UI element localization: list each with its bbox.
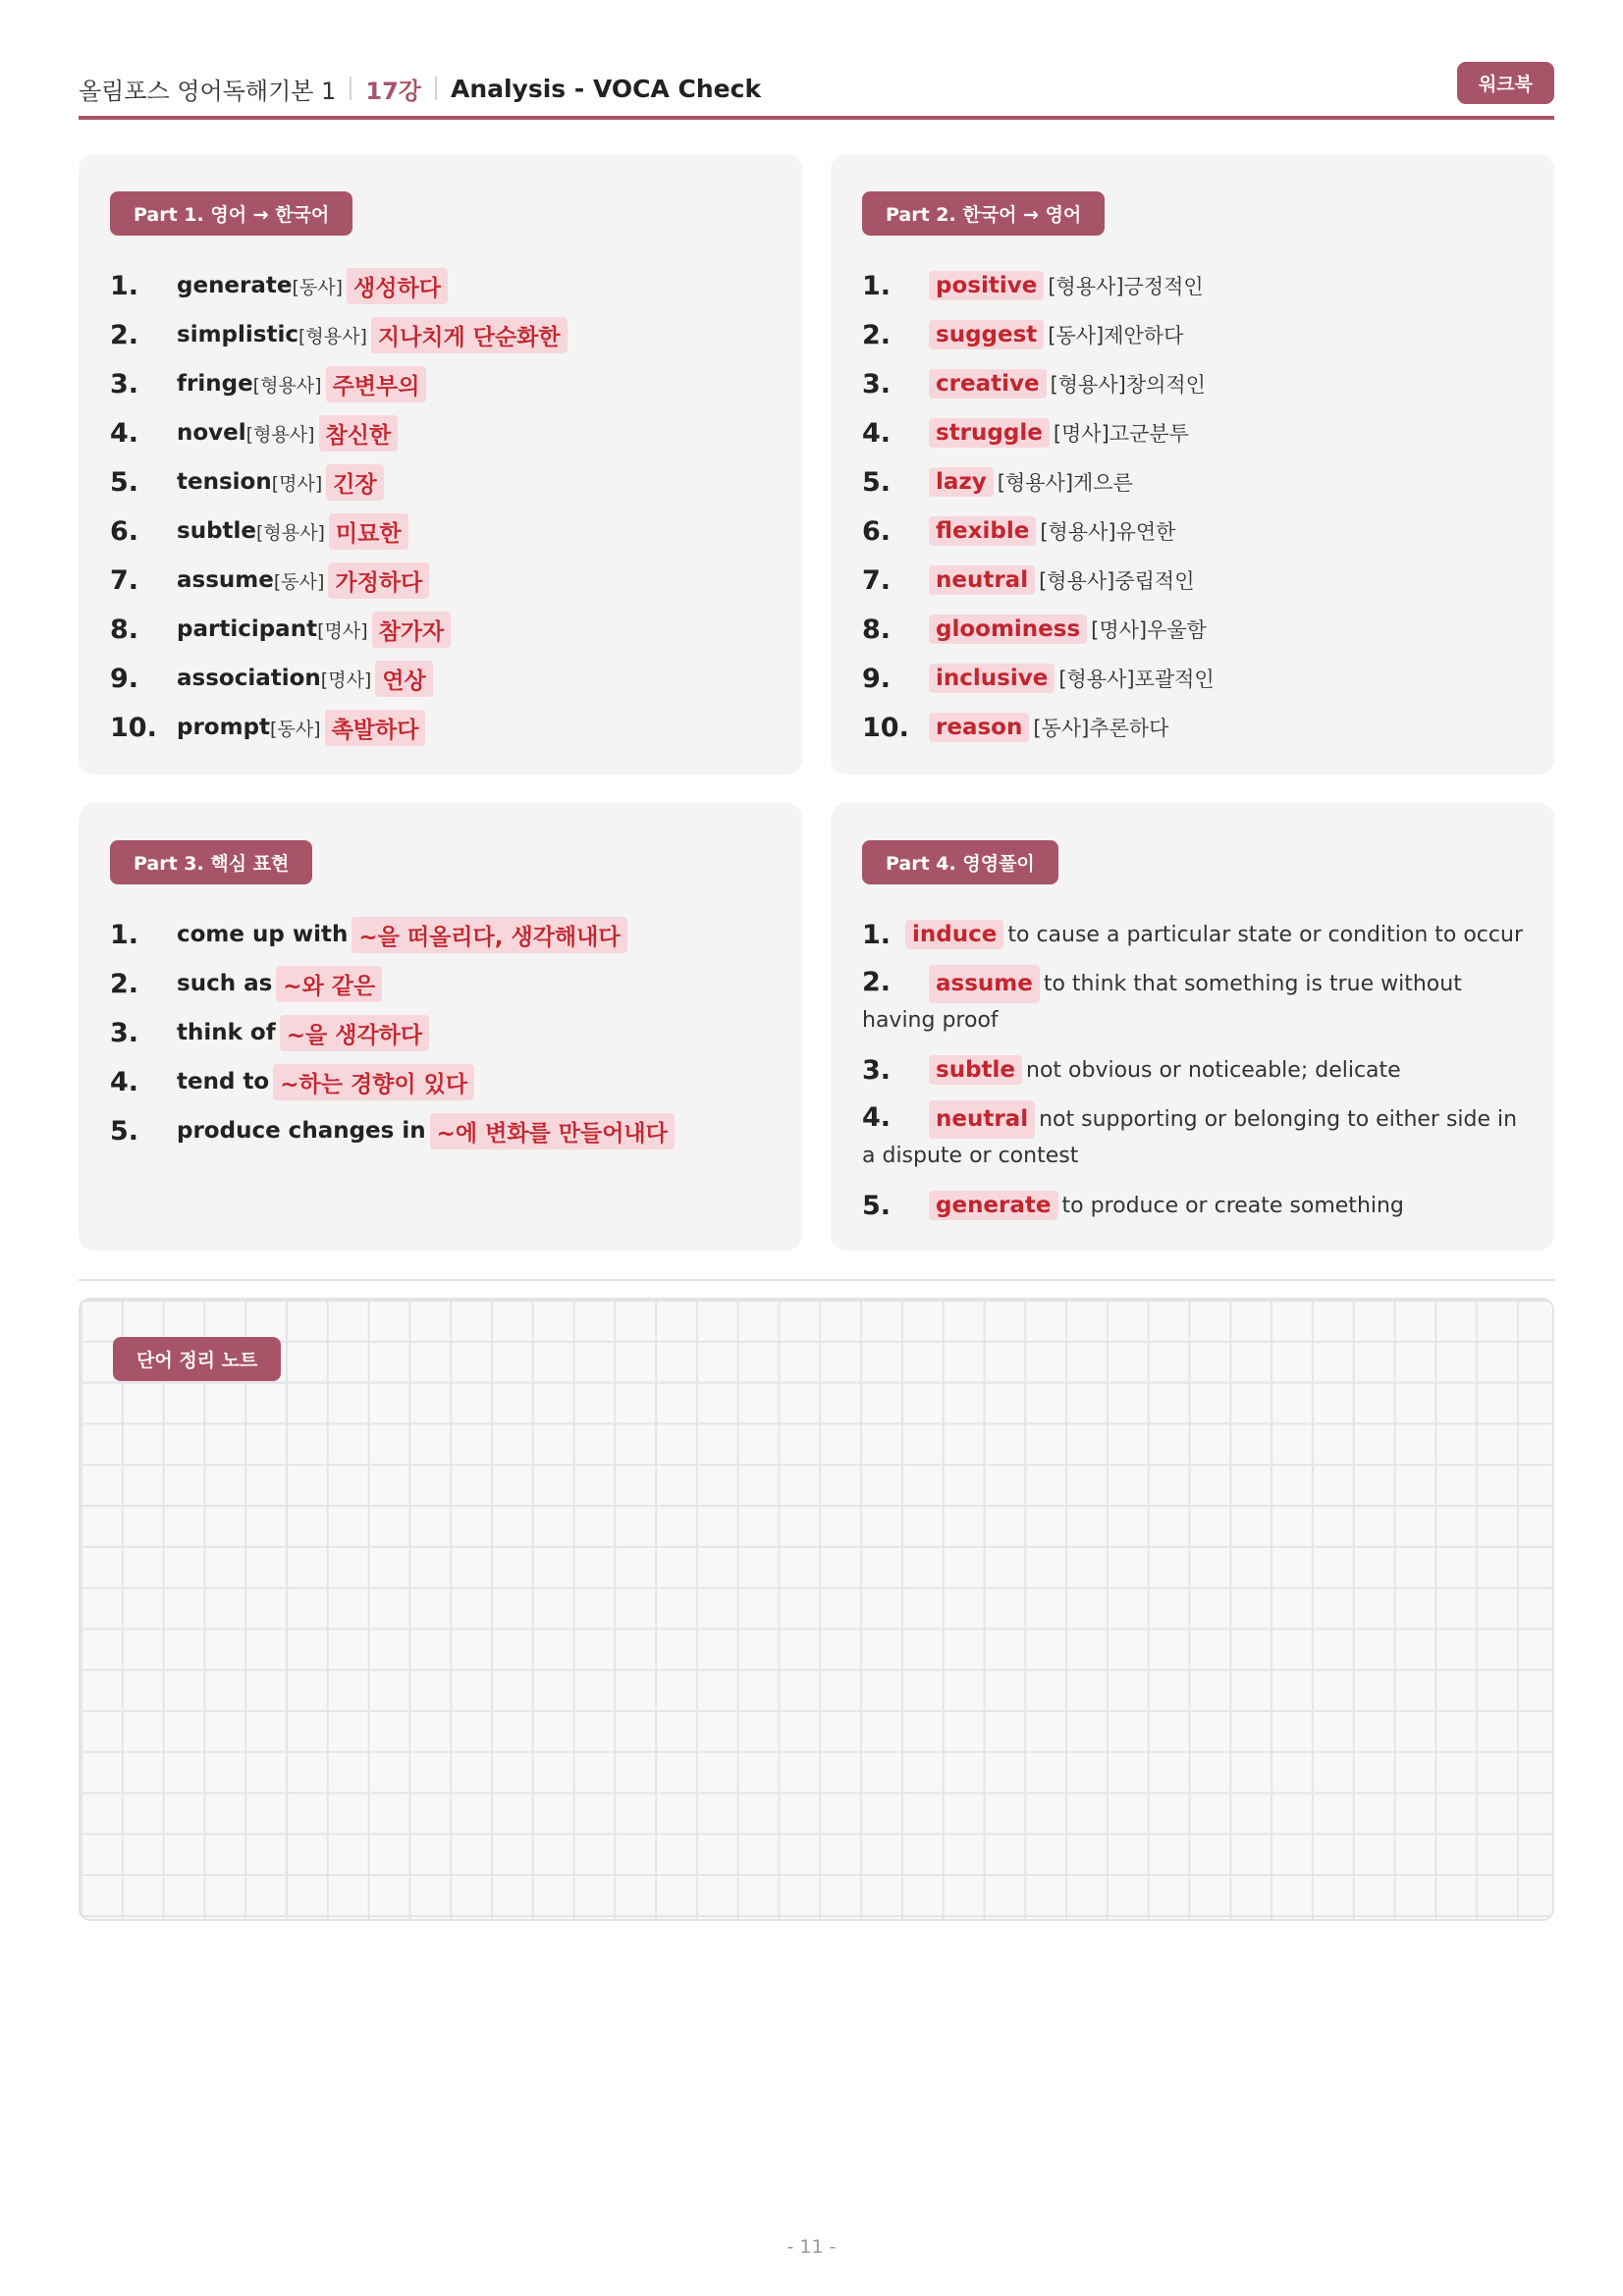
item-number: 3. — [862, 1054, 892, 1086]
item-meaning: 긴장 — [326, 464, 383, 501]
list-item — [862, 408, 1523, 457]
list-item — [110, 310, 771, 359]
list-item — [110, 1057, 771, 1106]
item-definition: not obvious or noticeable; delicate — [1026, 1057, 1401, 1083]
item-word: neutral — [929, 565, 1035, 595]
item-word: subtle — [177, 518, 257, 544]
lesson-number: 17강 — [365, 77, 421, 105]
item-meaning: [형용사]게으른 — [997, 471, 1133, 495]
item-pos: [명사] — [271, 472, 323, 495]
item-definition: not supporting or belonging to either side in a dispute or contest — [862, 1107, 1518, 1168]
item-word: suggest — [929, 320, 1044, 349]
header-separator — [435, 77, 437, 100]
list-item — [862, 507, 1523, 556]
item-pos: [형용사] — [256, 521, 325, 544]
item-word: fringe — [177, 371, 253, 397]
part4-list — [862, 910, 1523, 1230]
item-number: 10. — [862, 712, 909, 743]
part2-label: Part 2. 한국어 → 영어 — [862, 191, 1105, 236]
item-word: creative — [929, 369, 1047, 399]
item-number: 1. — [110, 919, 139, 950]
item-phrase: such as — [177, 971, 273, 996]
page-title: Analysis - VOCA Check — [450, 74, 762, 103]
item-word: prompt — [177, 715, 271, 740]
item-number: 5. — [110, 466, 139, 498]
item-number: 9. — [862, 663, 892, 694]
item-number: 1. — [110, 270, 139, 301]
part2-list — [862, 261, 1523, 752]
item-number: 6. — [862, 515, 892, 547]
note-label: 단어 정리 노트 — [113, 1337, 281, 1381]
item-number: 1. — [862, 919, 892, 950]
item-meaning: 미묘한 — [329, 513, 408, 550]
item-word: lazy — [929, 467, 994, 497]
part4-label: Part 4. 영영풀이 — [862, 840, 1058, 884]
part1-list — [110, 261, 771, 752]
item-number: 2. — [862, 967, 892, 997]
item-definition: to produce or create something — [1061, 1193, 1404, 1218]
item-number: 5. — [862, 466, 892, 498]
workbook-badge: 워크북 — [1457, 62, 1554, 104]
item-meaning: 연상 — [375, 661, 432, 697]
item-number: 2. — [110, 968, 139, 999]
item-definition: to cause a particular state or condition to occur — [1007, 922, 1523, 947]
part2-card — [831, 154, 1554, 774]
page-number: - 11 - — [786, 2236, 837, 2258]
list-item — [110, 654, 771, 703]
item-phrase: tend to — [177, 1069, 270, 1095]
item-pos: [명사] — [320, 668, 372, 691]
item-meaning: ~을 생각하다 — [280, 1015, 429, 1051]
header-rule — [79, 116, 1554, 120]
item-number: 4. — [110, 1066, 139, 1097]
item-number: 5. — [110, 1115, 139, 1147]
item-word: tension — [177, 469, 272, 495]
list-item — [110, 910, 771, 959]
item-word: positive — [929, 271, 1044, 300]
list-item — [862, 910, 1523, 959]
item-number: 8. — [110, 614, 139, 645]
list-item — [110, 408, 771, 457]
item-number: 2. — [862, 319, 892, 350]
item-meaning: [형용사]창의적인 — [1050, 373, 1206, 397]
item-word: assume — [929, 965, 1040, 1003]
item-word: participant — [177, 616, 318, 642]
item-meaning: 생성하다 — [347, 268, 448, 304]
part3-label: Part 3. 핵심 표현 — [110, 840, 312, 884]
list-item — [110, 457, 771, 507]
item-meaning: [명사]고군분투 — [1053, 422, 1189, 446]
list-item — [110, 703, 771, 752]
list-item — [862, 556, 1523, 605]
item-meaning: [명사]우울함 — [1091, 618, 1207, 642]
list-item — [862, 654, 1523, 703]
item-word: novel — [177, 420, 246, 446]
item-word: flexible — [929, 516, 1036, 546]
list-item — [110, 261, 771, 310]
item-meaning: [형용사]중립적인 — [1039, 569, 1195, 593]
list-item — [862, 261, 1523, 310]
item-meaning: [동사]제안하다 — [1048, 324, 1184, 347]
item-number: 6. — [110, 515, 139, 547]
list-item — [110, 359, 771, 408]
item-pos: [동사] — [270, 718, 321, 740]
item-pos: [명사] — [317, 619, 368, 642]
item-meaning: ~와 같은 — [276, 966, 382, 1002]
item-word: subtle — [929, 1055, 1022, 1085]
item-pos: [동사] — [292, 276, 344, 298]
item-word: simplistic — [177, 322, 298, 347]
item-number: 5. — [862, 1190, 892, 1221]
item-word: induce — [905, 920, 1003, 949]
item-word: gloominess — [929, 614, 1087, 644]
item-number: 10. — [110, 712, 157, 743]
item-number: 9. — [110, 663, 139, 694]
part1-label: Part 1. 영어 → 한국어 — [110, 191, 352, 236]
item-meaning: [형용사]유연한 — [1040, 520, 1176, 544]
item-phrase: produce changes in — [177, 1118, 426, 1144]
item-word: inclusive — [929, 664, 1055, 693]
item-word: struggle — [929, 418, 1050, 448]
item-number: 4. — [110, 417, 139, 449]
item-meaning: 주변부의 — [326, 366, 427, 402]
item-number: 3. — [110, 368, 139, 400]
item-meaning: [형용사]긍정적인 — [1048, 275, 1204, 298]
item-meaning: [동사]추론하다 — [1033, 717, 1169, 740]
list-item — [110, 605, 771, 654]
item-meaning: 참가자 — [372, 612, 452, 648]
list-item — [862, 310, 1523, 359]
item-word: generate — [929, 1191, 1058, 1220]
item-meaning: 지나치게 단순화한 — [371, 317, 568, 353]
list-item — [110, 959, 771, 1008]
item-number: 7. — [862, 564, 892, 596]
list-item — [862, 457, 1523, 507]
item-meaning: ~하는 경향이 있다 — [273, 1064, 474, 1100]
item-number: 2. — [110, 319, 139, 350]
item-word: neutral — [929, 1100, 1035, 1139]
item-meaning: 촉발하다 — [325, 710, 426, 746]
list-item — [862, 1181, 1523, 1230]
item-meaning: [형용사]포괄적인 — [1058, 667, 1215, 691]
item-word: assume — [177, 567, 274, 593]
header-separator — [350, 77, 352, 100]
page-header — [79, 61, 1554, 116]
list-item — [110, 1008, 771, 1057]
item-meaning: 참신한 — [319, 415, 399, 452]
list-item — [862, 605, 1523, 654]
part3-list — [110, 910, 771, 1155]
item-number: 4. — [862, 417, 892, 449]
vocab-note-grid[interactable] — [79, 1298, 1554, 1921]
book-title: 올림포스 영어독해기본 1 — [79, 77, 337, 105]
part3-card — [79, 803, 802, 1251]
item-phrase: think of — [177, 1020, 276, 1045]
item-pos: [형용사] — [252, 374, 322, 397]
list-item — [862, 703, 1523, 752]
part1-card — [79, 154, 802, 774]
item-phrase: come up with — [177, 922, 349, 947]
list-item — [110, 556, 771, 605]
item-pos: [동사] — [273, 570, 325, 593]
item-number: 4. — [862, 1102, 892, 1133]
list-item — [110, 1106, 771, 1155]
list-item — [862, 1095, 1523, 1181]
item-number: 7. — [110, 564, 139, 596]
item-number: 1. — [862, 270, 892, 301]
list-item — [862, 1045, 1523, 1095]
item-word: reason — [929, 713, 1029, 742]
item-word: association — [177, 666, 321, 691]
item-meaning: ~에 변화를 만들어내다 — [430, 1113, 675, 1149]
item-meaning: 가정하다 — [328, 562, 429, 599]
part4-card — [831, 803, 1554, 1251]
list-item — [862, 359, 1523, 408]
item-number: 3. — [110, 1017, 139, 1048]
item-number: 3. — [862, 368, 892, 400]
item-number: 8. — [862, 614, 892, 645]
item-pos: [형용사] — [245, 423, 315, 446]
list-item — [110, 507, 771, 556]
item-definition: to think that something is true without having proof — [862, 972, 1462, 1033]
item-word: generate — [177, 273, 293, 298]
item-pos: [형용사] — [298, 325, 367, 347]
item-meaning: ~을 떠올리다, 생각해내다 — [352, 917, 626, 953]
section-divider — [79, 1279, 1554, 1281]
list-item — [862, 959, 1523, 1045]
